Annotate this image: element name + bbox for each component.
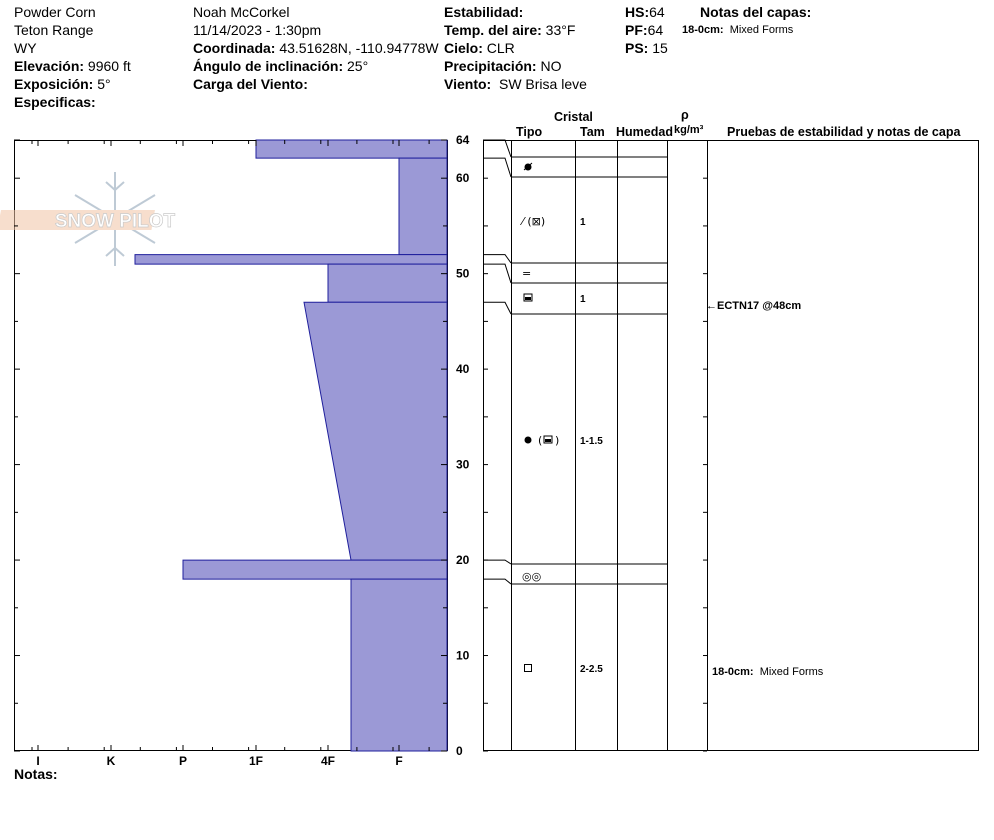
col-crystal: Cristal (554, 110, 593, 124)
mixed-forms-symbol (524, 163, 532, 171)
depth-hoar-fill (545, 439, 551, 442)
notes-label: Notas: (14, 766, 58, 782)
table-row-connector-6 (483, 579, 511, 584)
snowpilot-logo-text: SNOW PILOT (54, 211, 176, 232)
observer: Noah McCorkel (193, 4, 290, 20)
table-row-connector-5 (483, 560, 511, 564)
crystal-size-6: 2-2.5 (580, 664, 603, 675)
hardness-bar-3 (328, 264, 447, 302)
col-density-unit: kg/m³ (674, 124, 704, 136)
faceted-square (525, 665, 532, 672)
rounds-dot (525, 437, 532, 444)
table-row-connector-0 (483, 140, 511, 157)
y-tick-label-6: 60 (456, 171, 470, 186)
stability-test-text: ECTN17 @48cm (717, 300, 802, 312)
datetime: 11/14/2023 - 1:30pm (193, 22, 322, 38)
wind-value: SW Brisa leve (498, 76, 587, 92)
pf-value: 64 (647, 22, 664, 38)
col-type: Tipo (516, 125, 543, 139)
hardness-bar-6 (351, 579, 447, 751)
faceted-symbol (525, 665, 532, 672)
airtemp-label: Temp. del aire: (444, 22, 542, 38)
location: Powder Corn (14, 4, 96, 20)
col-size: Tam (580, 125, 605, 139)
elevation-label: Elevación: (14, 58, 85, 74)
layer-notes-label: Notas del capas: (700, 4, 812, 20)
x-tick-label-5: F (395, 754, 403, 768)
col-moisture: Humedad (616, 125, 673, 139)
slope-label: Ángulo de inclinación: (193, 58, 344, 74)
y-tick-label-1: 10 (456, 648, 470, 663)
crystal-glyph: ◎◎ (522, 570, 542, 583)
col-rho: ρ (681, 108, 689, 122)
layer-note (712, 666, 823, 678)
coord-label: Coordinada: (193, 40, 276, 56)
hardness-bar-2 (135, 255, 447, 265)
stability-label: Estabilidad: (444, 4, 524, 20)
aspect-label: Exposición: (14, 76, 94, 92)
layer-note-body: Mixed Forms (759, 666, 824, 678)
col-tests-notes: Pruebas de estabilidad y notas de capa (727, 125, 961, 139)
depth-hoar-fill (525, 297, 531, 300)
crystal-glyph: ⁄ (⊠) (522, 215, 546, 228)
y-tick-label-3: 30 (456, 457, 470, 472)
airtemp-value: 33°F (545, 22, 576, 38)
specifics-label: Especificas: (14, 94, 96, 110)
ps-value: 15 (652, 40, 668, 56)
sky-label: Cielo: (444, 40, 483, 56)
secondary-close: ) (555, 434, 560, 447)
depth-hoar-symbol (524, 294, 532, 301)
rounds-symbol (525, 434, 560, 447)
crystal-glyph: = (522, 267, 532, 280)
crystal-size-4: 1-1.5 (580, 436, 603, 447)
slope-value: 25° (347, 58, 369, 74)
aspect-value: 5° (97, 76, 111, 92)
melt-forms-symbol (522, 570, 541, 583)
y-tick-label-0: 0 (456, 744, 463, 758)
y-tick-label-7: 64 (456, 133, 470, 147)
layer-note-key: 18-0cm: (682, 24, 724, 36)
x-tick-label-4: 4F (320, 754, 336, 768)
crystal-size-1: 1 (580, 217, 586, 228)
table-row-connector-2 (483, 255, 511, 263)
x-tick-label-3: 1F (248, 754, 264, 768)
hs-label: HS: (625, 4, 650, 20)
secondary-open: ( (538, 434, 543, 447)
range: Teton Range (14, 22, 94, 38)
table-row-connector-4 (483, 302, 511, 314)
wind-label: Viento: (444, 76, 492, 92)
precip-value: NO (540, 58, 562, 74)
state: WY (14, 40, 37, 56)
precip-label: Precipitación: (444, 58, 537, 74)
layer-note-range: 18-0cm: (712, 666, 754, 678)
layer-note-text: Mixed Forms (729, 24, 794, 36)
hs-value: 64 (649, 4, 665, 20)
hardness-bar-5 (183, 560, 447, 579)
decomposing-fragments-symbol (519, 215, 545, 228)
wind-load-label: Carga del Viento: (193, 76, 308, 92)
x-tick-label-0: I (36, 754, 40, 768)
y-tick-label-4: 40 (456, 362, 470, 377)
coord-value: 43.51628N, -110.94778W (279, 40, 439, 56)
elevation-value: 9960 ft (87, 58, 131, 74)
x-tick-label-2: P (178, 754, 188, 768)
hardness-bar-4 (304, 302, 447, 560)
table-row-connector-1 (483, 158, 511, 177)
ps-label: PS: (625, 40, 649, 56)
x-tick-label-1: K (106, 754, 116, 768)
hardness-bar-1 (399, 158, 447, 254)
stability-arrow-icon: ← (706, 300, 717, 312)
y-tick-label-5: 50 (456, 266, 470, 281)
pf-label: PF: (625, 22, 648, 38)
crystal-size-3: 1 (580, 294, 586, 305)
y-tick-label-2: 20 (456, 553, 470, 568)
stability-test-result (706, 300, 801, 312)
surface-hoar-layer-symbol (522, 267, 531, 280)
sky-value: CLR (486, 40, 515, 56)
snowpilot-logo (0, 172, 176, 266)
